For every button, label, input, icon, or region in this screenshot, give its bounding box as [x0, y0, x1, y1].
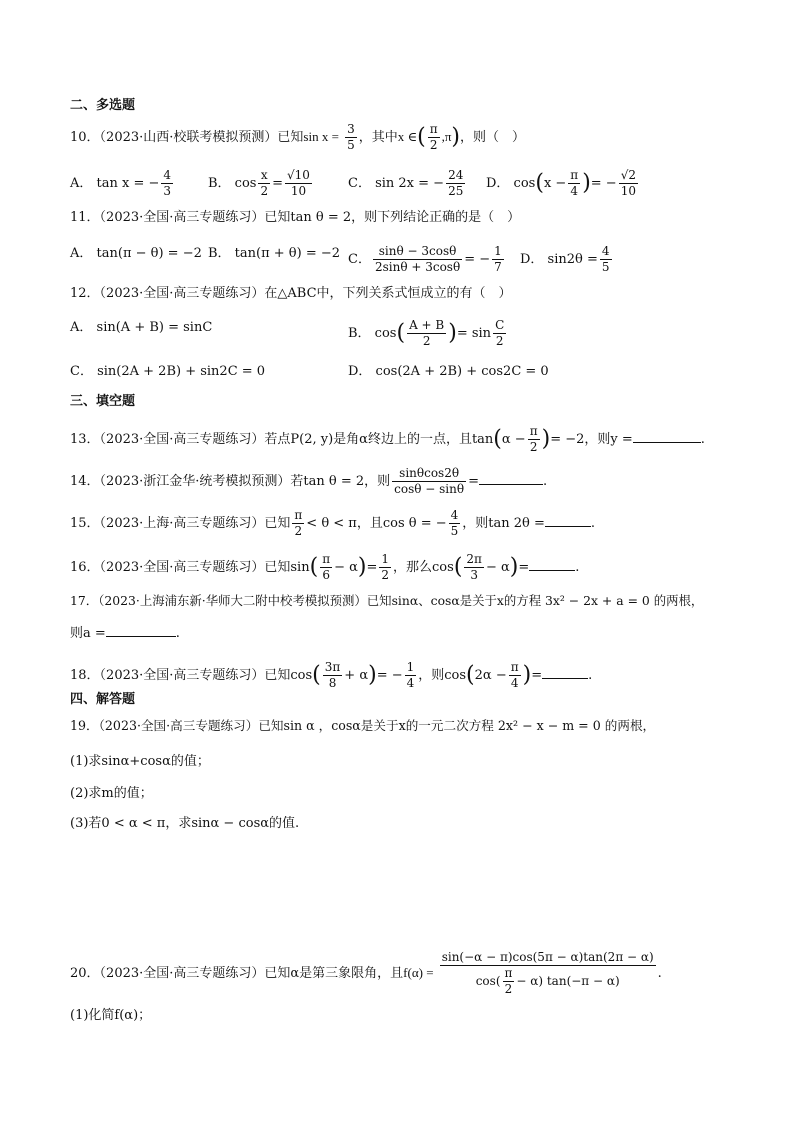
question-19-part-1: (1)求sinα+cosα的值； — [70, 754, 210, 769]
question-19-part-2: (2)求m的值； — [70, 786, 153, 801]
q10-option-d[interactable]: D． cos(x − $\frac{\pi}{4}$ )= − $\frac{√2}{10}$ — [486, 168, 636, 198]
answer-blank-16[interactable] — [529, 556, 575, 571]
answer-blank-15[interactable] — [545, 512, 591, 527]
q11-option-c[interactable]: C． $\frac{\sin\theta - 3\cos\theta}{2\sin\theta + 3\cos\theta}$ = − $\frac{1}{7}$ — [348, 244, 502, 274]
question-19-stem: 19．（2023·全国·高三专题练习）已知sin α ，cosα是关于x的一元二次方程 2x² − x − m = 0 的两根， — [70, 718, 656, 733]
q12-option-b[interactable]: B． cos( $\frac{A + B}{2}$ )= sin $\frac{C}{2}$ — [348, 318, 505, 348]
section-heading-answer: 四、解答题 — [70, 692, 136, 707]
answer-blank-14[interactable] — [479, 470, 543, 485]
q10-option-c[interactable]: C． sin 2x = − $\frac{24}{25}$ — [348, 168, 464, 198]
question-16: 16．（2023·全国·高三专题练习）已知sin( $\frac{\pi}{6}$ − α)= $\frac{1}{2}$ ，那么cos( $\frac{2\pi}{3}$ − α)= . — [70, 552, 580, 582]
q11-option-a[interactable]: A． tan(π − θ) = −2 — [70, 246, 202, 261]
question-10-stem: 10．（2023·山西·校联考模拟预测）已知sin x = $\frac{3}{5}$ ，其中x ∈( $\frac{\pi}{2}$ ,π)，则（ ） — [70, 122, 526, 152]
answer-blank-18[interactable] — [542, 664, 588, 679]
q12-option-d[interactable]: D． cos(2A + 2B) + cos2C = 0 — [348, 364, 549, 379]
question-12-stem: 12．（2023·全国·高三专题练习）在△ABC中，下列关系式恒成立的有（ ） — [70, 286, 512, 301]
section-heading-multi-choice: 二、多选题 — [70, 98, 136, 113]
question-17-line1: 17．（2023·上海浦东新·华师大二附中校考模拟预测）已知sinα、cosα是关于x的方程 3x² − 2x + a = 0 的两根， — [70, 593, 704, 608]
q10-option-b[interactable]: B． cos $\frac{x}{2}$ = $\frac{√10}{10}$ — [208, 168, 310, 198]
q11-option-b[interactable]: B． tan(π + θ) = −2 — [208, 246, 341, 261]
question-15: 15．（2023·上海·高三专题练习）已知 $\frac{\pi}{2}$ < θ < π，且cos θ = − $\frac{4}{5}$ ，则tan 2θ = . — [70, 508, 596, 538]
answer-blank-13[interactable] — [633, 428, 701, 443]
q12-option-c[interactable]: C． sin(2A + 2B) + sin2C = 0 — [70, 364, 266, 379]
q11-option-d[interactable]: D． sin2θ = $\frac{4}{5}$ — [520, 244, 610, 274]
q12-option-a[interactable]: A． sin(A + B) = sinC — [70, 320, 213, 335]
question-11-stem: 11．（2023·全国·高三专题练习）已知tan θ = 2，则下列结论正确的是（ ） — [70, 210, 521, 225]
question-13: 13．（2023·全国·高三专题练习）若点P(2, y)是角α终边上的一点，且tan(α − $\frac{\pi}{2}$ )= −2，则y = . — [70, 424, 705, 454]
section-heading-fill-blank: 三、填空题 — [70, 394, 136, 409]
question-18: 18．（2023·全国·高三专题练习）已知cos( $\frac{3\pi}{8}$ + α)= − $\frac{1}{4}$ ，则cos(2α − $\frac{\pi}{4}$ )= . — [70, 660, 593, 690]
answer-blank-17[interactable] — [106, 622, 176, 637]
question-14: 14．（2023·浙江金华·统考模拟预测）若tan θ = 2，则 $\frac{\sin\theta\cos 2\theta}{\cos\theta - \sin\theta}$ = . — [70, 466, 548, 496]
question-17-line2: 则a = . — [70, 622, 734, 644]
question-20-part-1: (1)化简f(α)； — [70, 1008, 152, 1023]
question-20-stem: 20．（2023·全国·高三专题练习）已知α是第三象限角，且f(α) = sin(−α − π)cos(5π − α)tan(2π − α) cos( $\frac{\pi}{2}$ − α) tan(−π − α) . — [70, 950, 662, 996]
q10-option-a[interactable]: A． tan x = − $\frac{4}{3}$ — [70, 168, 172, 198]
question-19-part-3: (3)若0 < α < π，求sinα − cosα的值. — [70, 816, 300, 831]
